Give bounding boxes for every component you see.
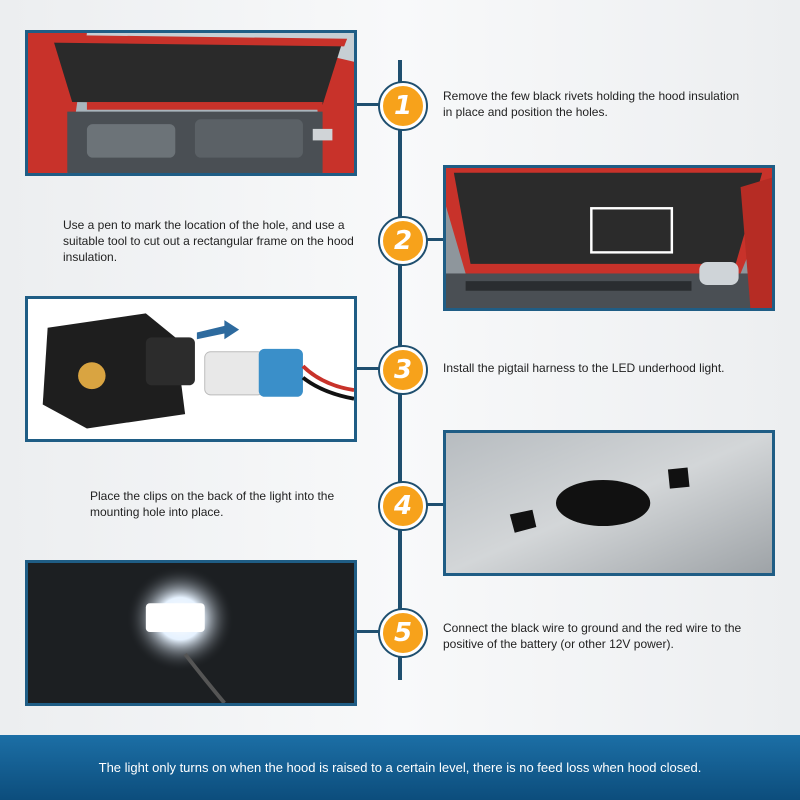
connector-3 xyxy=(357,367,382,370)
step-4-text: Place the clips on the back of the light into the mounting hole into place. xyxy=(90,489,335,519)
step-2-badge: 2 xyxy=(380,218,426,264)
step-3-text: Install the pigtail harness to the LED underhood light. xyxy=(443,361,725,375)
connector-1 xyxy=(357,103,382,106)
step-5-text: Connect the black wire to ground and the red wire to the positive of the battery (or other 12V power). xyxy=(443,621,742,651)
step-3-photo-pigtail-harness xyxy=(25,296,357,442)
step-2-photo-insulation-mark xyxy=(443,165,775,311)
connector-5 xyxy=(357,630,382,633)
step-1-text: Remove the few black rivets holding the hood insulation in place and position the holes. xyxy=(443,89,740,119)
step-1-photo-hood-open xyxy=(25,30,357,176)
footer-note: The light only turns on when the hood is raised to a certain level, there is no feed loss when hood closed. xyxy=(98,760,702,775)
step-5-badge: 5 xyxy=(380,610,426,656)
step-4-badge: 4 xyxy=(380,483,426,529)
step-3-badge: 3 xyxy=(380,347,426,393)
step-2-text: Use a pen to mark the location of the hole, and use a suitable tool to cut out a rectangular frame on the hood insulation. xyxy=(63,218,354,264)
step-4-photo-mounting-hole xyxy=(443,430,775,576)
footer-banner xyxy=(0,735,800,800)
step-5-photo-led-light xyxy=(25,560,357,706)
step-1-badge: 1 xyxy=(380,83,426,129)
